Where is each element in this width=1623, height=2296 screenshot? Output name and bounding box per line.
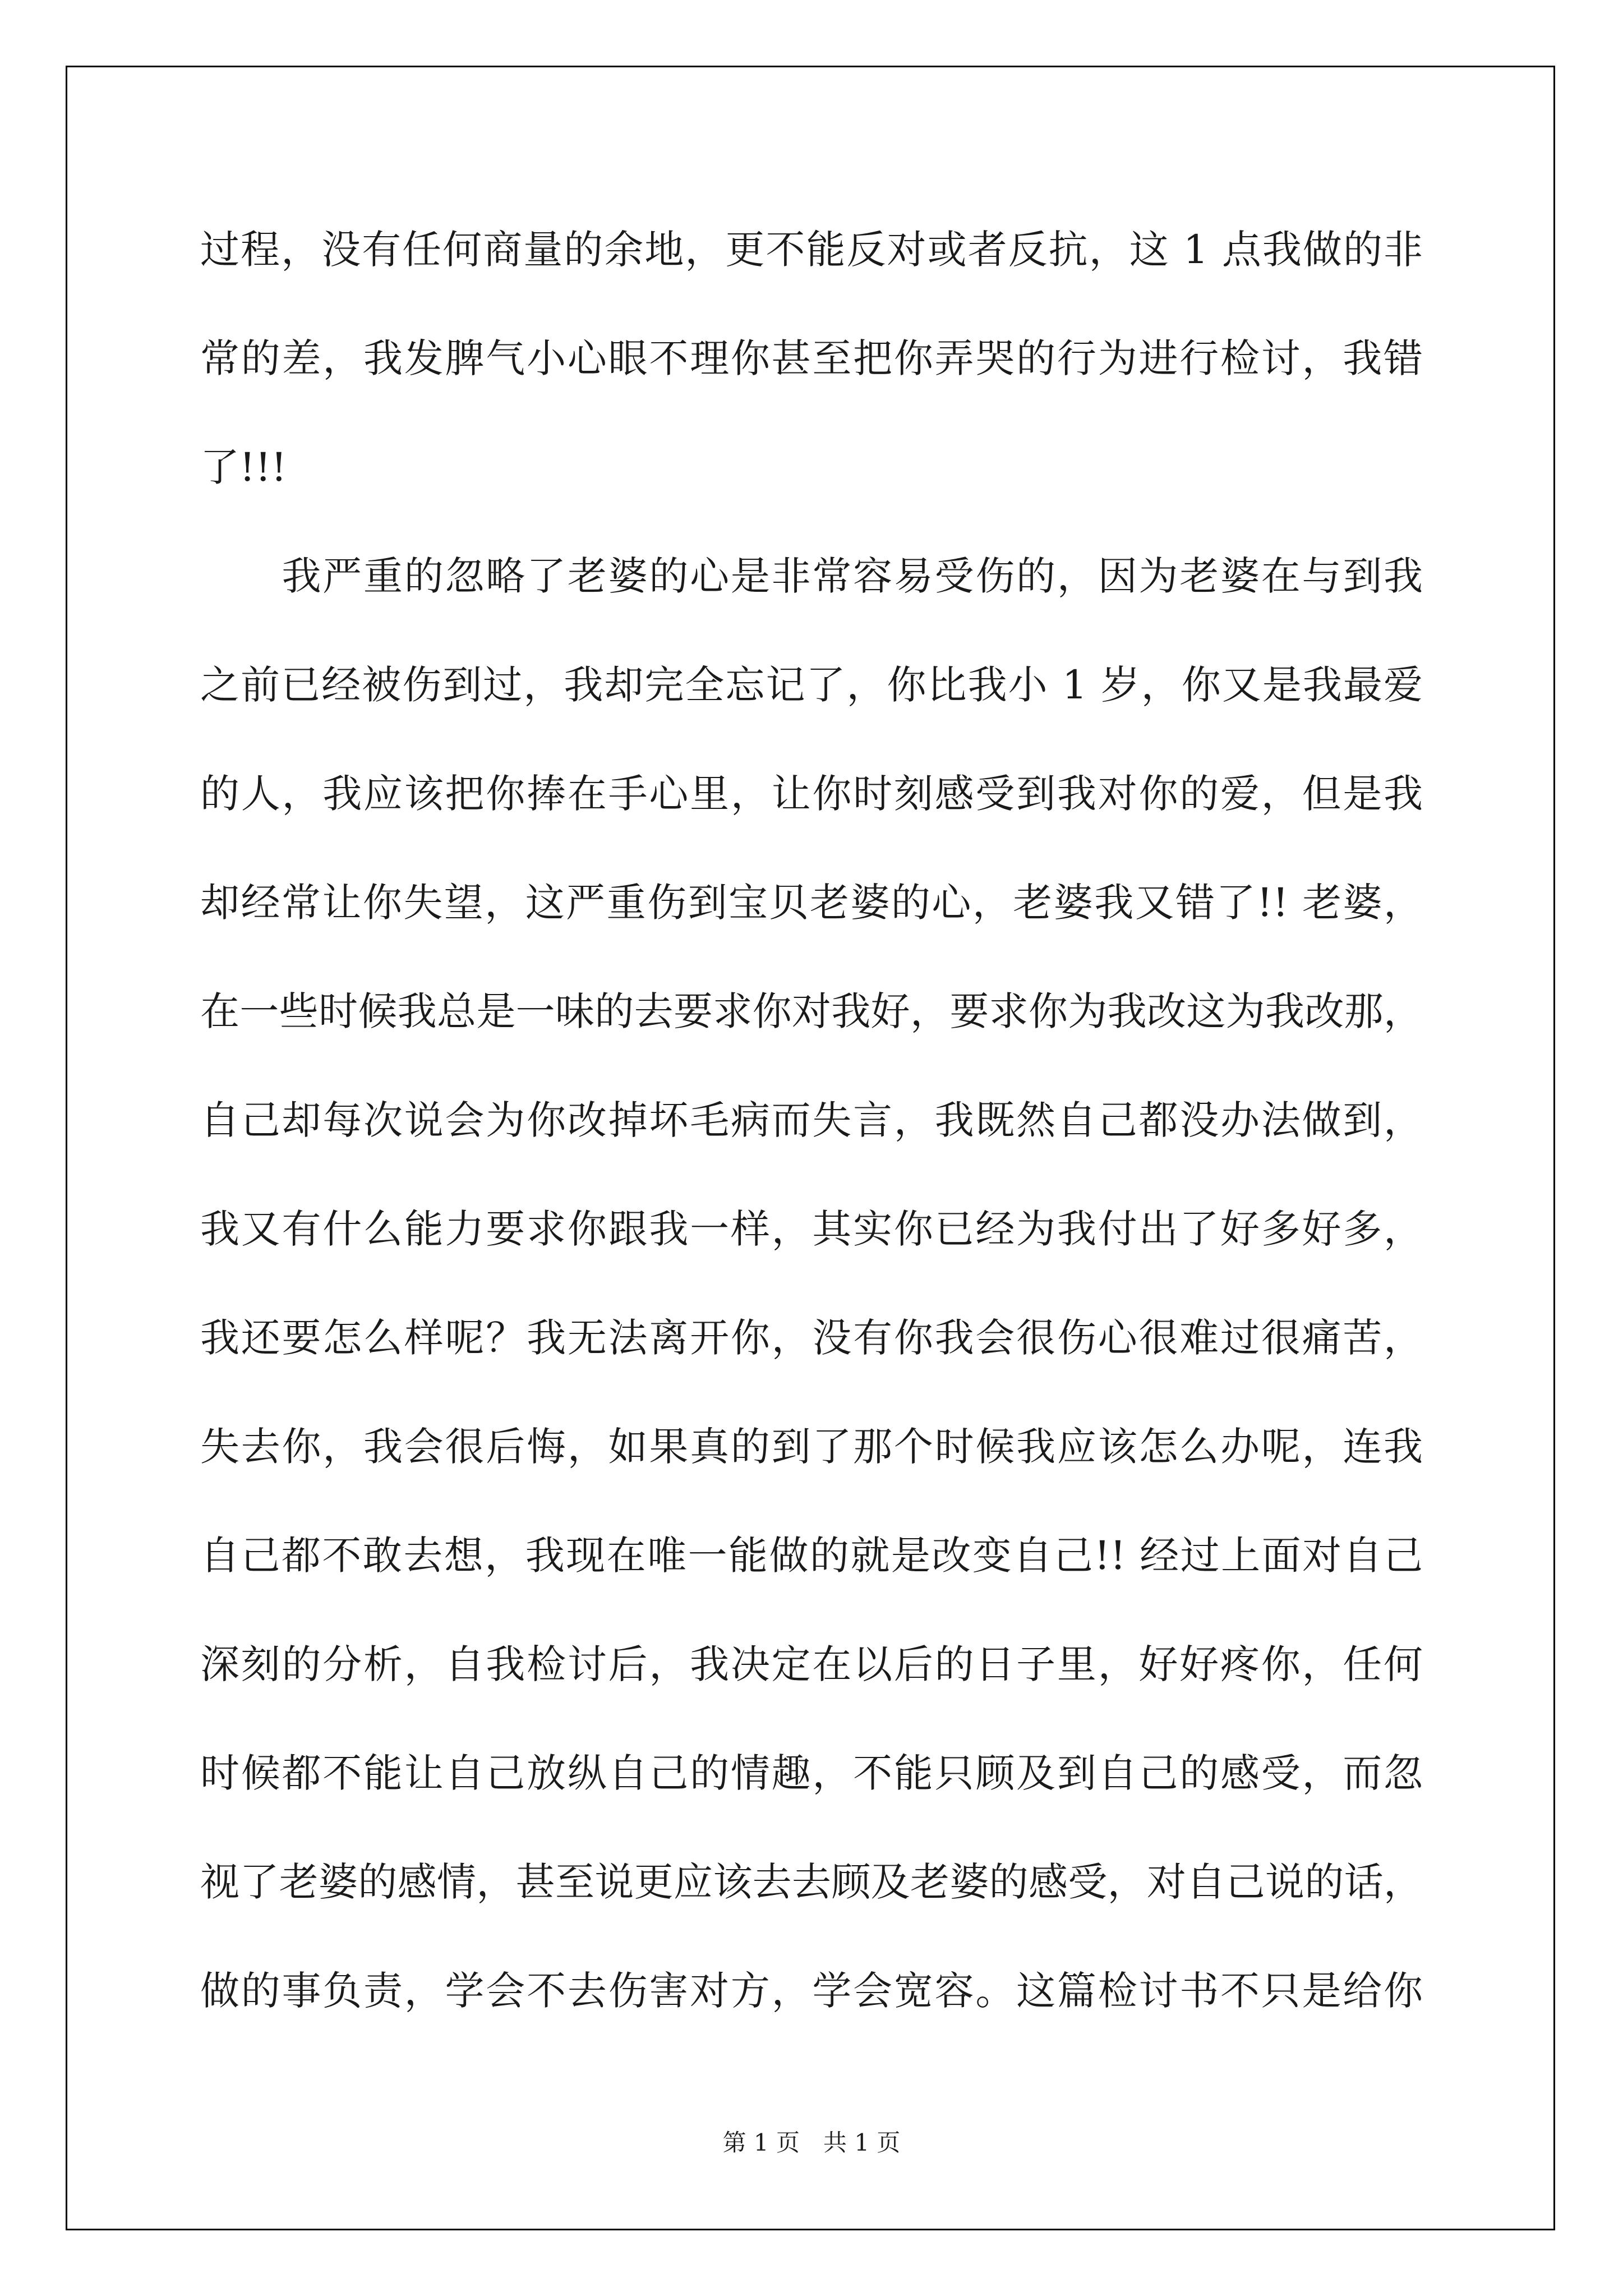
- text-line-7: 却经常让你失望，这严重伤到宝贝老婆的心，老婆我又错了!! 老婆，: [200, 880, 1423, 926]
- text-line-10: 我又有什么能力要求你跟我一样，其实你已经为我付出了好多好多，: [200, 1206, 1423, 1252]
- text-line-9: 自己却每次说会为你改掉坏毛病而失言，我既然自己都没办法做到，: [200, 1097, 1423, 1143]
- text-line-8: 在一些时候我总是一味的去要求你对我好，要求你为我改这为我改那，: [200, 988, 1423, 1034]
- text-line-5: 之前已经被伤到过，我却完全忘记了，你比我小 1 岁，你又是我最爱: [200, 662, 1423, 708]
- text-line-12: 失去你，我会很后悔，如果真的到了那个时候我应该怎么办呢，连我: [200, 1424, 1423, 1470]
- text-line-6: 的人，我应该把你捧在手心里，让你时刻感受到我对你的爱，但是我: [200, 771, 1423, 817]
- page-border: [66, 66, 1555, 2230]
- text-line-17: 做的事负责，学会不去伤害对方，学会宽容。这篇检讨书不只是给你: [200, 1968, 1423, 2014]
- text-line-14: 深刻的分析，自我检讨后，我决定在以后的日子里，好好疼你，任何: [200, 1641, 1423, 1687]
- text-line-4: 我严重的忽略了老婆的心是非常容易受伤的，因为老婆在与到我: [200, 553, 1423, 599]
- text-line-1: 过程，没有任何商量的余地，更不能反对或者反抗，这 1 点我做的非: [200, 227, 1423, 273]
- text-line-3: 了!!!: [200, 444, 287, 490]
- text-line-13: 自己都不敢去想，我现在唯一能做的就是改变自己!! 经过上面对自己: [200, 1533, 1423, 1579]
- page-footer: 第 1 页 共 1 页: [722, 2129, 901, 2156]
- text-line-11: 我还要怎么样呢？我无法离开你，没有你我会很伤心很难过很痛苦，: [200, 1315, 1423, 1361]
- text-line-2: 常的差，我发脾气小心眼不理你甚至把你弄哭的行为进行检讨，我错: [200, 335, 1423, 381]
- text-line-15: 时候都不能让自己放纵自己的情趣，不能只顾及到自己的感受，而忽: [200, 1750, 1423, 1796]
- text-line-16: 视了老婆的感情，甚至说更应该去去顾及老婆的感受，对自己说的话，: [200, 1859, 1423, 1905]
